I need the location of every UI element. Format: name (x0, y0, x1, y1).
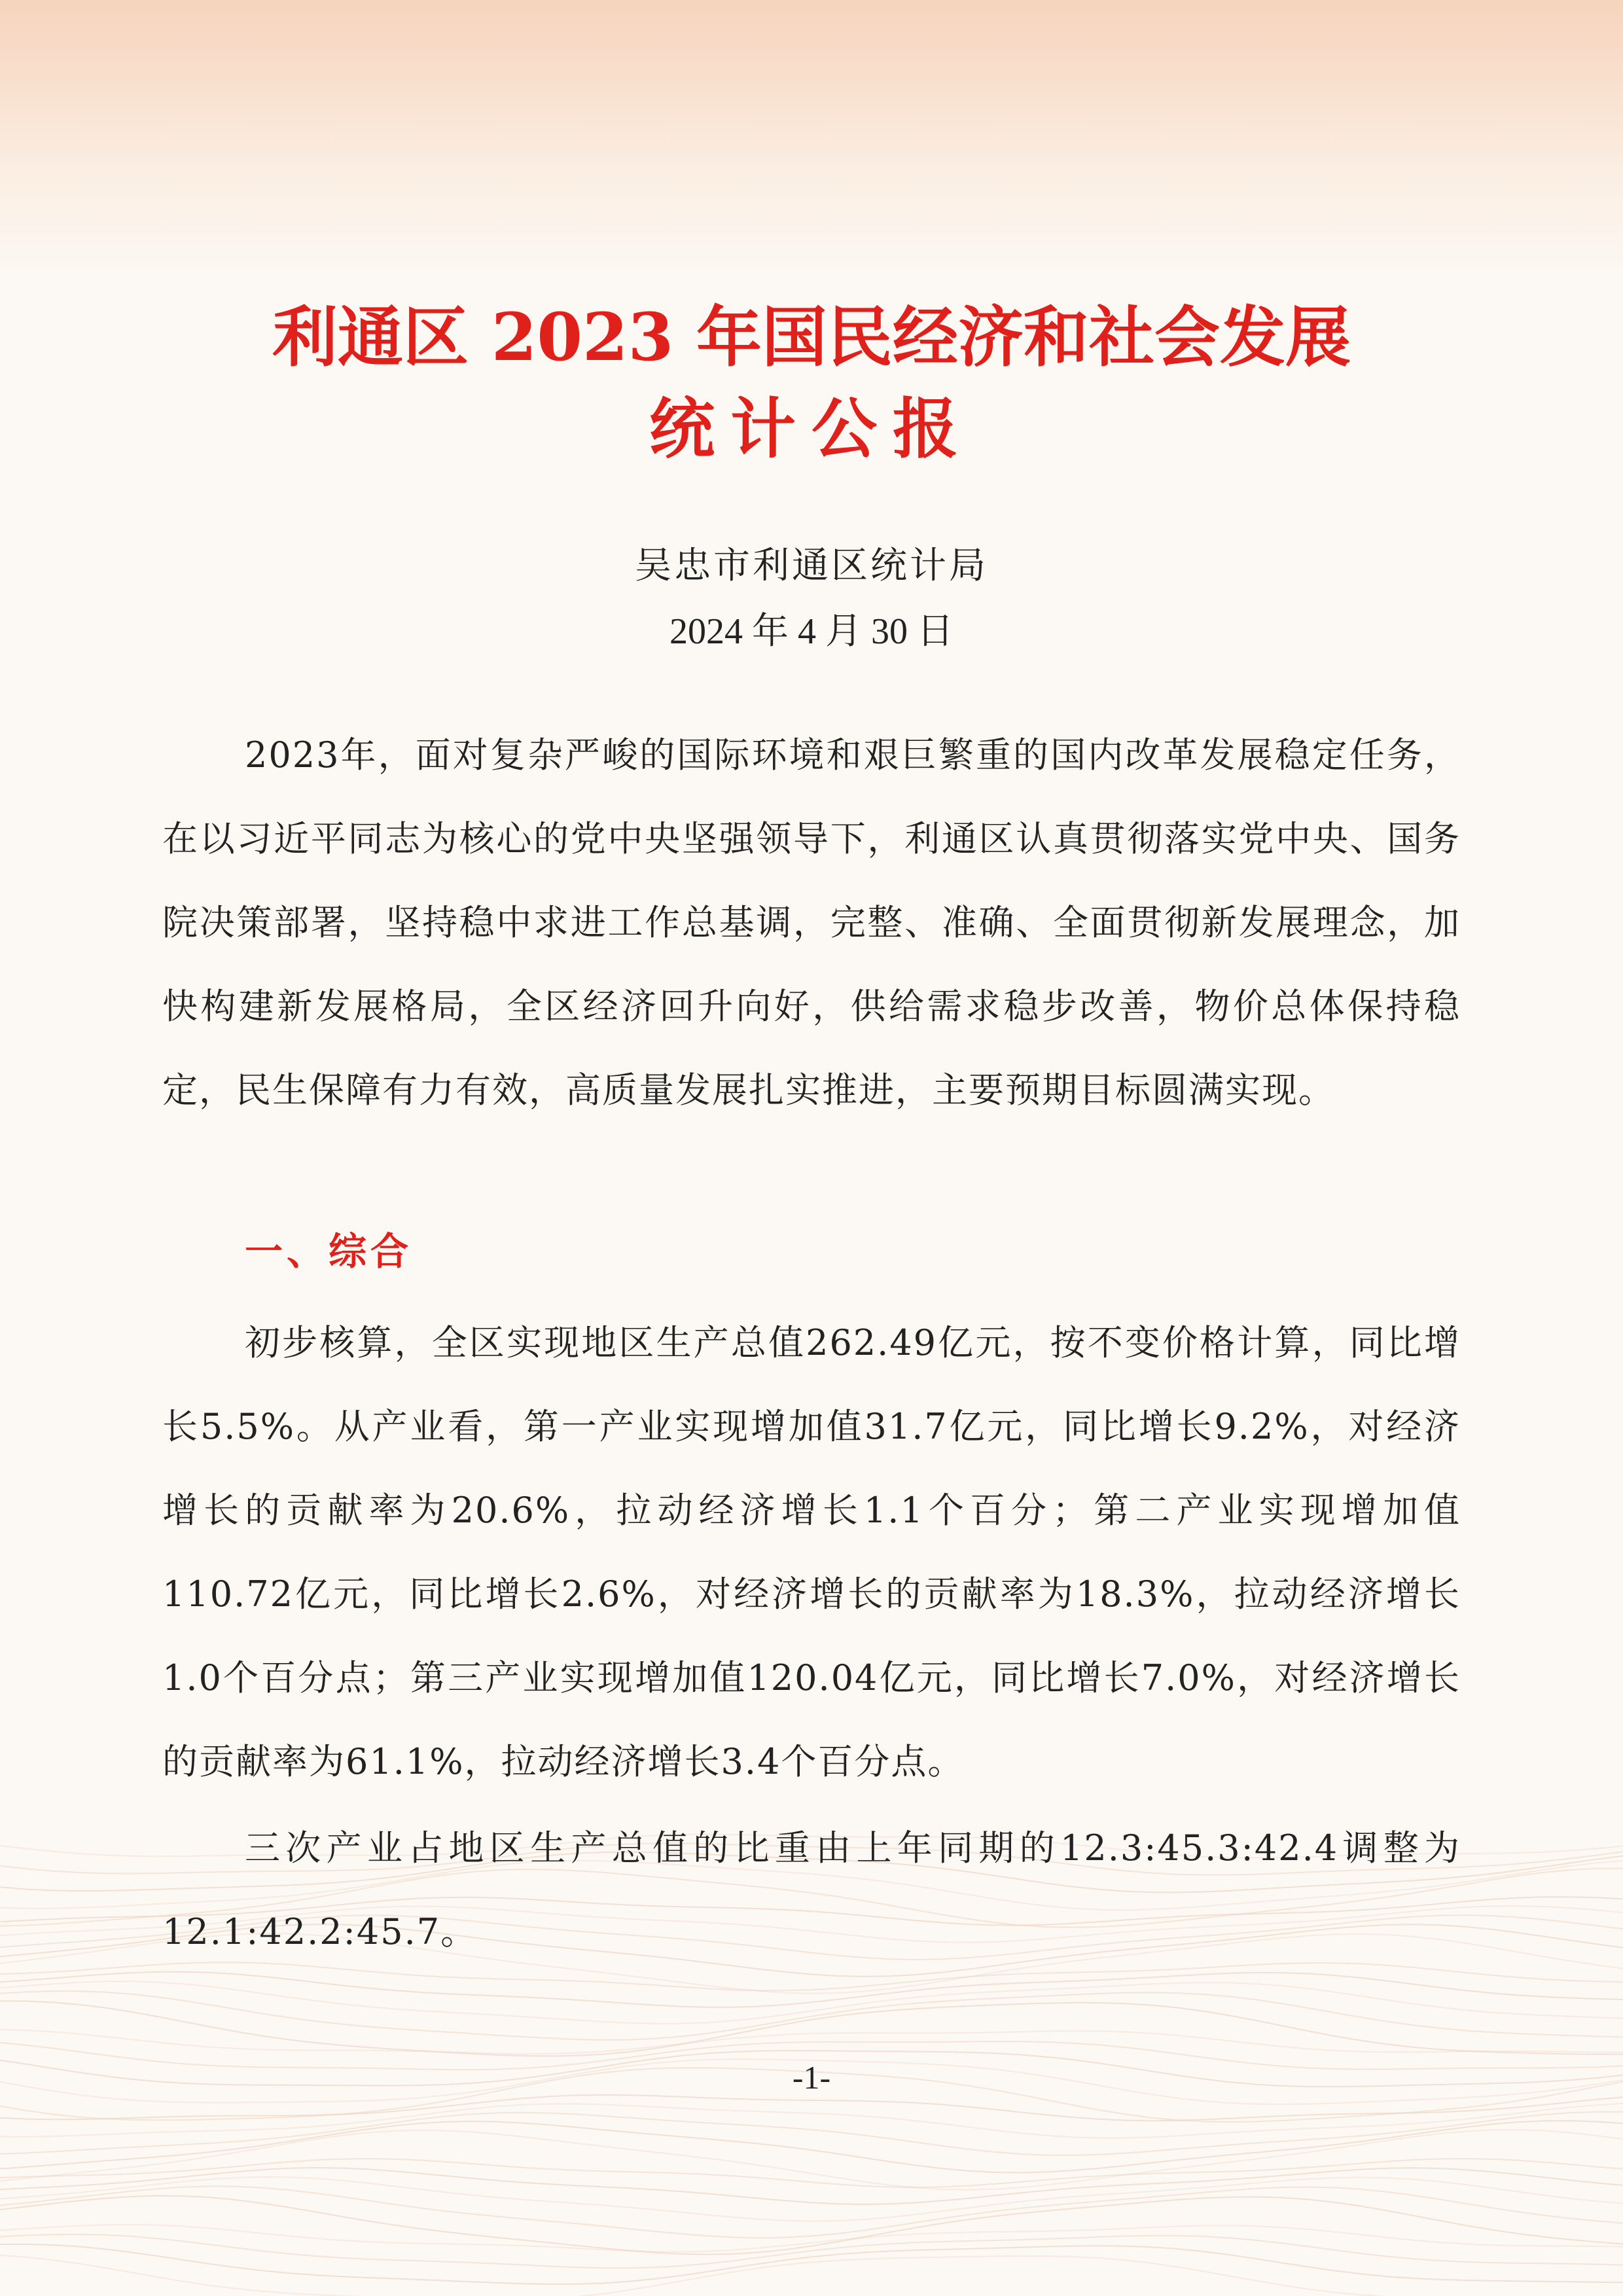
wave-line (0, 2225, 1623, 2252)
publish-date: 2024 年 4 月 30 日 (669, 611, 954, 652)
intro-paragraph: 2023年，面对复杂严峻的国际环境和艰巨繁重的国内改革发展稳定任务，在以习近平同志为核心的党中央坚强领导下，利通区认真贯彻落实党中央、国务院决策部署，坚持稳中求进工作总基调，完整、准确、全面贯彻新发展理念，加快构建新发展格局，全区经济回升向好，供给需求稳步改善，物价总体保持稳定，民生保障有力有效，高质量发展扎实推进，主要预期目标圆满实现。 (162, 734, 1461, 1111)
page-number: -1- (792, 2059, 831, 2096)
section-heading-overview: 一、综合 (245, 1229, 413, 1274)
wave-line (0, 2104, 1623, 2138)
wave-line (0, 2196, 1623, 2255)
wave-line (0, 2177, 1623, 2221)
wave-line (0, 2186, 1623, 2238)
header-gradient (0, 0, 1623, 275)
section1-paragraph1: 初步核算，全区实现地区生产总值262.49亿元，按不变价格计算，同比增长5.5%。从产业看，第一产业实现增加值31.7亿元，同比增长9.2%，对经济增长的贡献率为20.6%，拉动经济增长1.1个百分；第二产业实现增加值110.72亿元，同比增长2.6%，对经济增长的贡献率为18.3%，拉动经济增长1.0个百分点；第三产业实现增加值120.04亿元，同比增长7.0%，对经济增长的贡献率为61.1%，拉动经济增长3.4个百分点。 (162, 1322, 1461, 1782)
wave-line (0, 2234, 1623, 2269)
issuer: 吴忠市利通区统计局 (635, 546, 988, 586)
document-title-line2: 统计公报 (649, 390, 974, 467)
section1-paragraph2: 三次产业占地区生产总值的比重由上年同期的12.3:45.3:42.4调整为12.1:42.2:45.7。 (162, 1827, 1461, 1952)
document-title-line1: 利通区 2023 年国民经济和社会发展 (272, 298, 1351, 376)
wave-line (0, 2121, 1623, 2172)
wave-line (0, 2001, 1623, 2056)
